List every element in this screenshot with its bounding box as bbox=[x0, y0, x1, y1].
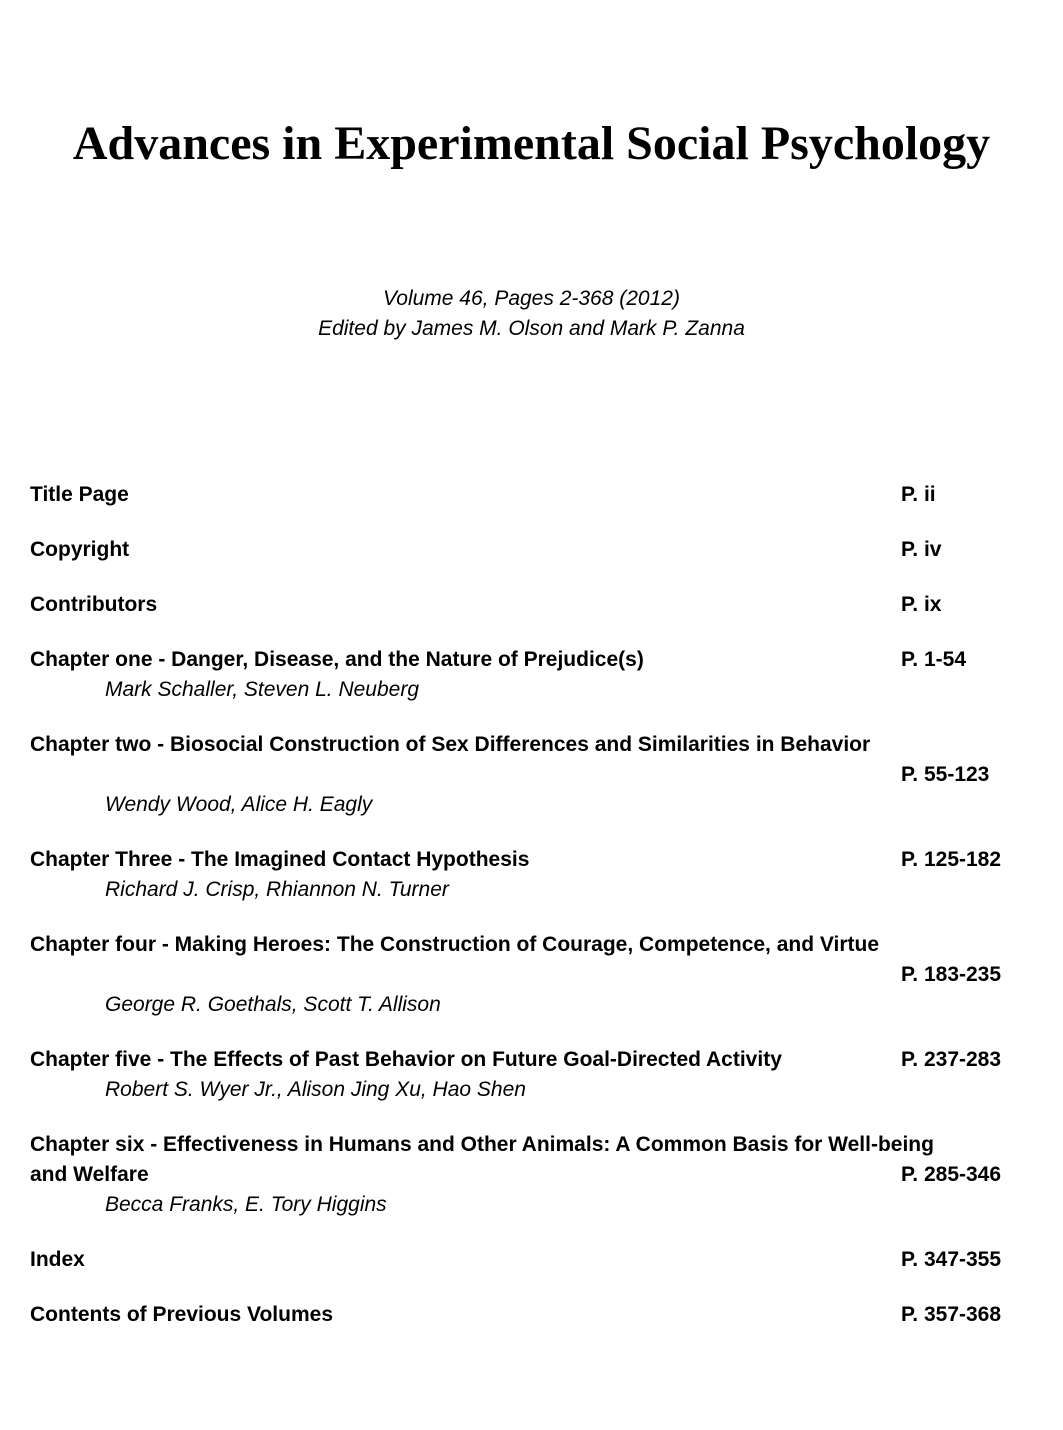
toc-entry-authors: Richard J. Crisp, Rhiannon N. Turner bbox=[105, 878, 449, 901]
toc-entry-chapter-four[interactable] bbox=[30, 930, 1040, 1020]
toc-entry-label: Chapter six - Effectiveness in Humans and Other Animals: A Common Basis for Well-being bbox=[30, 1133, 934, 1156]
toc-entry-title-page[interactable] bbox=[30, 480, 1040, 510]
toc-entry-page: P. 357-368 bbox=[901, 1303, 1002, 1326]
toc-entry-chapter-five[interactable] bbox=[30, 1045, 1040, 1105]
toc-entry-label: Contributors bbox=[30, 593, 158, 616]
toc-entry-authors: George R. Goethals, Scott T. Allison bbox=[105, 993, 441, 1016]
toc-entry-label: Copyright bbox=[30, 538, 130, 561]
toc-entry-chapter-one[interactable] bbox=[30, 645, 1040, 705]
toc-entry-label: Chapter two - Biosocial Construction of Sex Differences and Similarities in Behavior bbox=[30, 733, 871, 756]
table-of-contents bbox=[30, 480, 1040, 1355]
toc-entry-authors: Becca Franks, E. Tory Higgins bbox=[105, 1193, 387, 1216]
toc-entry-label-continued: and Welfare bbox=[30, 1163, 149, 1186]
toc-entry-label: Contents of Previous Volumes bbox=[30, 1303, 333, 1326]
toc-entry-page: P. 1-54 bbox=[901, 648, 966, 671]
toc-entry-page: P. ii bbox=[901, 483, 936, 506]
toc-entry-label: Chapter four - Making Heroes: The Construction of Courage, Competence, and Virtue bbox=[30, 933, 880, 956]
toc-entry-page: P. 285-346 bbox=[901, 1163, 1002, 1186]
toc-entry-page: P. 347-355 bbox=[901, 1248, 1002, 1271]
document-title: Advances in Experimental Social Psychology bbox=[72, 117, 991, 170]
editors-line: Edited by James M. Olson and Mark P. Zanna bbox=[318, 317, 745, 340]
document-subtitle bbox=[0, 284, 1063, 344]
toc-entry-chapter-six[interactable] bbox=[30, 1130, 1040, 1220]
toc-entry-page: P. 183-235 bbox=[901, 963, 1002, 986]
toc-entry-chapter-two[interactable] bbox=[30, 730, 1040, 820]
toc-entry-page: P. 125-182 bbox=[901, 848, 1002, 871]
toc-entry-previous-volumes[interactable] bbox=[30, 1300, 1040, 1330]
volume-line: Volume 46, Pages 2-368 (2012) bbox=[383, 287, 680, 310]
toc-entry-label: Chapter one - Danger, Disease, and the Nature of Prejudice(s) bbox=[30, 648, 644, 671]
toc-entry-index[interactable] bbox=[30, 1245, 1040, 1275]
toc-entry-authors: Mark Schaller, Steven L. Neuberg bbox=[105, 678, 419, 701]
toc-entry-chapter-three[interactable] bbox=[30, 845, 1040, 905]
toc-entry-label: Chapter five - The Effects of Past Behavior on Future Goal-Directed Activity bbox=[30, 1048, 782, 1071]
toc-entry-page: P. 237-283 bbox=[901, 1048, 1002, 1071]
toc-entry-copyright[interactable] bbox=[30, 535, 1040, 565]
toc-entry-authors: Robert S. Wyer Jr., Alison Jing Xu, Hao Shen bbox=[105, 1078, 526, 1101]
toc-entry-label: Title Page bbox=[30, 483, 129, 506]
toc-entry-authors: Wendy Wood, Alice H. Eagly bbox=[105, 793, 373, 816]
toc-entry-page: P. ix bbox=[901, 593, 942, 616]
toc-entry-page: P. iv bbox=[901, 538, 942, 561]
toc-entry-label: Index bbox=[30, 1248, 85, 1271]
toc-entry-contributors[interactable] bbox=[30, 590, 1040, 620]
toc-entry-page: P. 55-123 bbox=[901, 763, 990, 786]
toc-entry-label: Chapter Three - The Imagined Contact Hypothesis bbox=[30, 848, 530, 871]
